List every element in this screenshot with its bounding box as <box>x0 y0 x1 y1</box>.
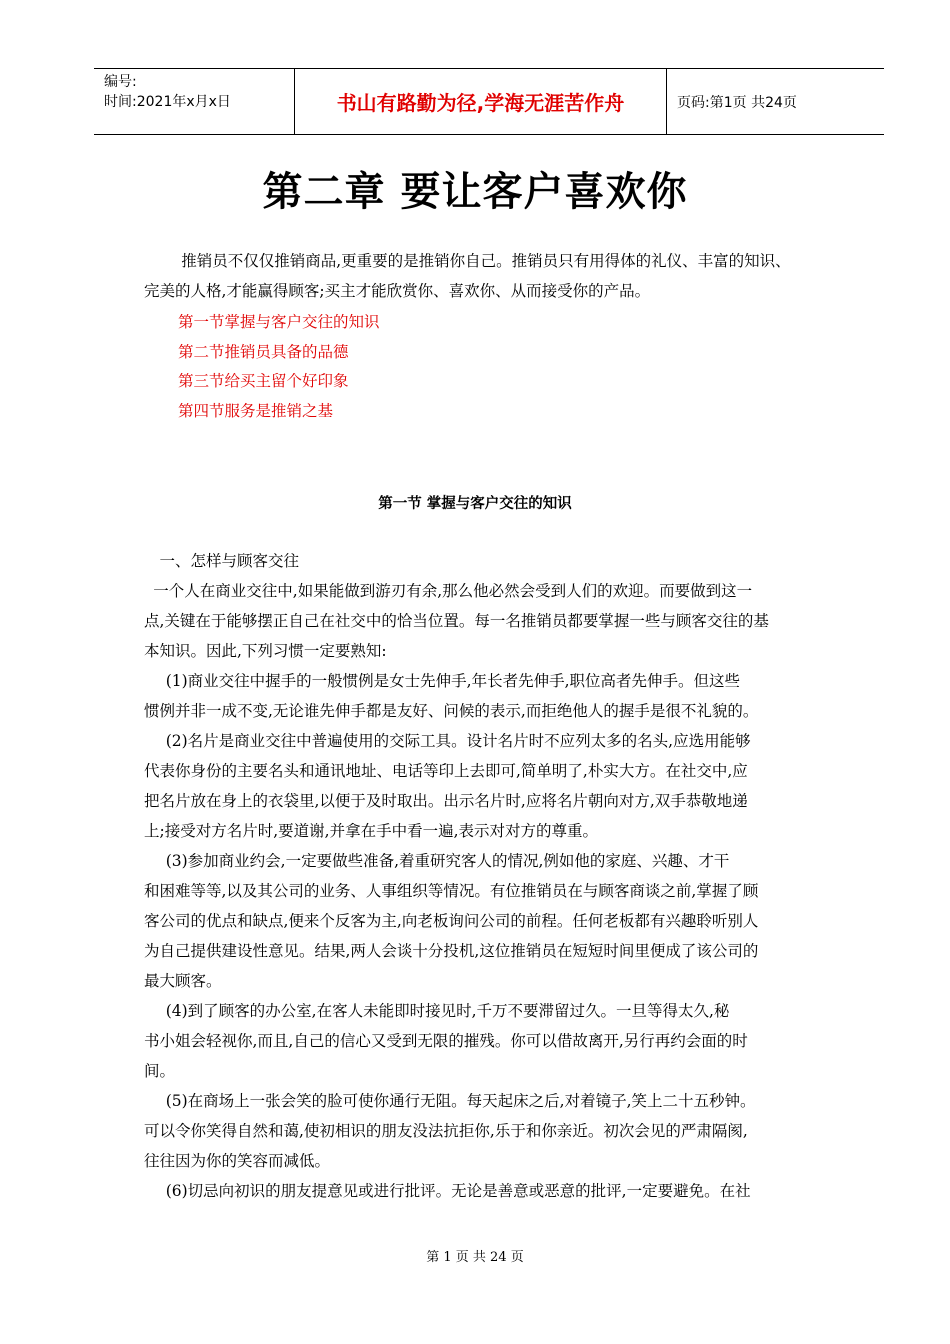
body-text <box>144 546 834 1206</box>
toc-item[interactable]: 第二节推销员具备的品德 <box>178 342 349 361</box>
body-line: 最大顾客。 <box>144 972 222 990</box>
body-line: 惯例并非一成不变,无论谁先伸手都是友好、问候的表示,而拒绝他人的握手是很不礼貌的。 <box>144 702 759 720</box>
body-line: 可以令你笑得自然和蔼,使初相识的朋友没法抗拒你,乐于和你亲近。初次会见的严肃隔阂, <box>144 1122 748 1140</box>
body-line: (2)名片是商业交往中普遍使用的交际工具。设计名片时不应列太多的名头,应选用能够 <box>165 732 751 750</box>
body-line: (3)参加商业约会,一定要做些准备,着重研究客人的情况,例如他的家庭、兴趣、才干 <box>165 852 730 870</box>
header-page-info: 页码:第1页 共24页 <box>677 94 797 111</box>
body-line: 客公司的优点和缺点,便来个反客为主,向老板询问公司的前程。任何老板都有兴趣聆听别人 <box>144 912 759 930</box>
body-line: 往往因为你的笑容而减低。 <box>144 1152 331 1170</box>
body-line: 和困难等等,以及其公司的业务、人事组织等情况。有位推销员在与顾客商谈之前,掌握了顾 <box>144 882 759 900</box>
body-line: 书小姐会轻视你,而且,自己的信心又受到无限的摧残。你可以借故离开,另行再约会面的时 <box>144 1032 748 1050</box>
body-line: 本知识。因此,下列习惯一定要熟知: <box>144 642 387 660</box>
time-label: 时间:2021年x月x日 <box>104 94 231 110</box>
body-line: (6)切忌向初识的朋友提意见或进行批评。无论是善意或恶意的批评,一定要避免。在社 <box>165 1182 751 1200</box>
body-line: (5)在商场上一张会笑的脸可使你通行无阻。每天起床之后,对着镜子,笑上二十五秒钟。 <box>165 1092 756 1110</box>
toc-item[interactable]: 第三节给买主留个好印象 <box>178 372 349 390</box>
body-line: 间。 <box>144 1062 176 1080</box>
body-line: (1)商业交往中握手的一般惯例是女士先伸手,年长者先伸手,职位高者先伸手。但这些 <box>165 672 740 690</box>
intro-line-1: 推销员不仅仅推销商品,更重要的是推销你自己。推销员只有用得体的礼仪、丰富的知识、 <box>181 252 791 270</box>
body-line: 代表你身份的主要名头和通讯地址、电话等印上去即可,简单明了,朴实大方。在社交中,应 <box>144 762 748 780</box>
toc-item[interactable]: 第一节掌握与客户交往的知识 <box>178 313 380 331</box>
body-line: (4)到了顾客的办公室,在客人未能即时接见时,千万不要滞留过久。一旦等得太久,秘 <box>165 1002 730 1020</box>
intro-line-2: 完美的人格,才能赢得顾客;买主才能欣赏你、喜欢你、从而接受你的产品。 <box>144 282 651 300</box>
body-line: 一个人在商业交往中,如果能做到游刃有余,那么他必然会受到人们的欢迎。而要做到这一 <box>153 582 753 600</box>
section-title: 第一节 掌握与客户交往的知识 <box>378 496 572 512</box>
table-of-contents <box>178 308 380 426</box>
subsection-heading: 一、怎样与顾客交往 <box>159 552 300 570</box>
header-table <box>94 68 884 135</box>
page-footer: 第 1 页 共 24 页 <box>426 1250 524 1265</box>
chapter-title: 第二章 要让客户喜欢你 <box>262 168 688 215</box>
body-line: 为自己提供建设性意见。结果,两人会谈十分投机,这位推销员在短短时间里便成了该公司的 <box>144 942 759 960</box>
toc-item[interactable]: 第四节服务是推销之基 <box>178 401 334 420</box>
intro-paragraph <box>144 246 834 306</box>
header-motto: 书山有路勤为径,学海无涯苦作舟 <box>295 69 667 134</box>
body-line: 点,关键在于能够摆正自己在社交中的恰当位置。每一名推销员都要掌握一些与顾客交往的基 <box>144 612 769 630</box>
body-line: 上;接受对方名片时,要道谢,并拿在手中看一遍,表示对对方的尊重。 <box>144 822 599 840</box>
number-label: 编号: <box>104 74 137 90</box>
body-line: 把名片放在身上的衣袋里,以便于及时取出。出示名片时,应将名片朝向对方,双手恭敬地递 <box>144 792 748 810</box>
header-meta-cell <box>94 69 295 134</box>
